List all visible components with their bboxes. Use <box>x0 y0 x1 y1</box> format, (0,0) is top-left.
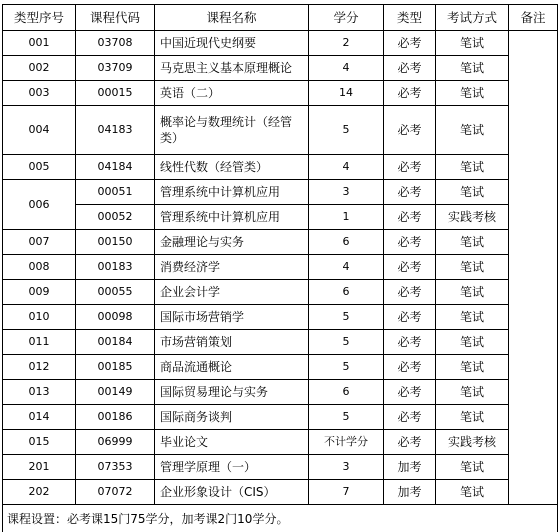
cell-exam: 笔试 <box>436 355 509 380</box>
cell-type: 必考 <box>384 280 436 305</box>
table-row <box>3 31 558 56</box>
cell-code: 00150 <box>76 230 155 255</box>
cell-seq: 202 <box>3 480 76 505</box>
table-row <box>3 106 558 155</box>
cell-credit: 6 <box>309 280 384 305</box>
cell-seq: 009 <box>3 280 76 305</box>
cell-credit: 4 <box>309 56 384 81</box>
cell-exam: 笔试 <box>436 180 509 205</box>
table-row <box>3 330 558 355</box>
cell-type: 必考 <box>384 305 436 330</box>
cell-credit: 6 <box>309 230 384 255</box>
cell-exam: 笔试 <box>436 31 509 56</box>
cell-name: 线性代数（经管类） <box>155 155 309 180</box>
cell-name: 马克思主义基本原理概论 <box>155 56 309 81</box>
table-row <box>3 81 558 106</box>
cell-exam: 笔试 <box>436 255 509 280</box>
cell-name: 国际贸易理论与实务 <box>155 380 309 405</box>
cell-seq: 008 <box>3 255 76 280</box>
cell-code: 00055 <box>76 280 155 305</box>
cell-exam: 笔试 <box>436 155 509 180</box>
cell-name: 企业形象设计（CIS） <box>155 480 309 505</box>
cell-seq: 015 <box>3 430 76 455</box>
table-footer-row <box>3 505 558 532</box>
cell-code: 03708 <box>76 31 155 56</box>
table-row <box>3 180 558 205</box>
cell-name: 商品流通概论 <box>155 355 309 380</box>
cell-code: 00051 <box>76 180 155 205</box>
cell-seq: 003 <box>3 81 76 106</box>
cell-credit: 3 <box>309 455 384 480</box>
cell-name: 中国近现代史纲要 <box>155 31 309 56</box>
cell-type: 必考 <box>384 155 436 180</box>
cell-code: 00184 <box>76 330 155 355</box>
cell-credit: 5 <box>309 355 384 380</box>
cell-credit: 5 <box>309 405 384 430</box>
cell-type: 加考 <box>384 480 436 505</box>
cell-type: 必考 <box>384 330 436 355</box>
cell-exam: 笔试 <box>436 280 509 305</box>
table-row <box>3 355 558 380</box>
header-name: 课程名称 <box>155 5 309 31</box>
cell-exam: 笔试 <box>436 56 509 81</box>
table-row <box>3 155 558 180</box>
cell-seq: 010 <box>3 305 76 330</box>
cell-seq: 013 <box>3 380 76 405</box>
cell-type: 必考 <box>384 355 436 380</box>
table-row <box>3 455 558 480</box>
cell-type: 必考 <box>384 430 436 455</box>
cell-seq: 005 <box>3 155 76 180</box>
cell-seq: 014 <box>3 405 76 430</box>
cell-credit: 2 <box>309 31 384 56</box>
cell-name: 英语（二） <box>155 81 309 106</box>
cell-credit: 3 <box>309 180 384 205</box>
table-row <box>3 255 558 280</box>
cell-exam: 笔试 <box>436 455 509 480</box>
cell-name: 管理学原理（一） <box>155 455 309 480</box>
curriculum-table <box>2 4 558 532</box>
cell-credit: 6 <box>309 380 384 405</box>
table-row <box>3 380 558 405</box>
cell-type: 必考 <box>384 56 436 81</box>
cell-name: 金融理论与实务 <box>155 230 309 255</box>
cell-name: 管理系统中计算机应用 <box>155 205 309 230</box>
cell-seq: 001 <box>3 31 76 56</box>
cell-code: 00183 <box>76 255 155 280</box>
cell-credit: 5 <box>309 305 384 330</box>
header-credit: 学分 <box>309 5 384 31</box>
cell-credit: 7 <box>309 480 384 505</box>
cell-seq: 007 <box>3 230 76 255</box>
cell-note <box>509 31 558 505</box>
cell-code: 03709 <box>76 56 155 81</box>
table-header-row <box>3 5 558 31</box>
cell-seq: 201 <box>3 455 76 480</box>
cell-credit: 14 <box>309 81 384 106</box>
cell-type: 必考 <box>384 81 436 106</box>
cell-code: 00015 <box>76 81 155 106</box>
cell-code: 00185 <box>76 355 155 380</box>
cell-exam: 笔试 <box>436 81 509 106</box>
cell-credit: 4 <box>309 255 384 280</box>
cell-name: 企业会计学 <box>155 280 309 305</box>
cell-code: 00186 <box>76 405 155 430</box>
cell-type: 必考 <box>384 180 436 205</box>
cell-exam: 实践考核 <box>436 430 509 455</box>
cell-code: 07353 <box>76 455 155 480</box>
cell-seq: 012 <box>3 355 76 380</box>
table-row <box>3 430 558 455</box>
cell-code: 00149 <box>76 380 155 405</box>
cell-type: 必考 <box>384 255 436 280</box>
header-type: 类型 <box>384 5 436 31</box>
cell-exam: 笔试 <box>436 480 509 505</box>
cell-exam: 笔试 <box>436 106 509 155</box>
table-row <box>3 480 558 505</box>
cell-name: 毕业论文 <box>155 430 309 455</box>
cell-credit: 5 <box>309 330 384 355</box>
cell-code: 00098 <box>76 305 155 330</box>
cell-name: 国际市场营销学 <box>155 305 309 330</box>
cell-exam: 笔试 <box>436 405 509 430</box>
cell-name: 管理系统中计算机应用 <box>155 180 309 205</box>
cell-type: 必考 <box>384 205 436 230</box>
cell-credit: 不计学分 <box>309 430 384 455</box>
cell-exam: 笔试 <box>436 380 509 405</box>
cell-type: 必考 <box>384 230 436 255</box>
cell-credit: 5 <box>309 106 384 155</box>
cell-type: 必考 <box>384 31 436 56</box>
cell-exam: 笔试 <box>436 305 509 330</box>
header-exam: 考试方式 <box>436 5 509 31</box>
course-summary-note: 课程设置：必考课15门75学分，加考课2门10学分。 <box>3 505 558 532</box>
cell-credit: 1 <box>309 205 384 230</box>
header-seq: 类型序号 <box>3 5 76 31</box>
cell-code: 06999 <box>76 430 155 455</box>
cell-credit: 4 <box>309 155 384 180</box>
table-row <box>3 305 558 330</box>
cell-seq: 011 <box>3 330 76 355</box>
cell-type: 必考 <box>384 405 436 430</box>
cell-type: 加考 <box>384 455 436 480</box>
table-row <box>3 205 558 230</box>
cell-exam: 笔试 <box>436 330 509 355</box>
cell-exam: 笔试 <box>436 230 509 255</box>
cell-name: 国际商务谈判 <box>155 405 309 430</box>
cell-code: 04184 <box>76 155 155 180</box>
cell-seq: 004 <box>3 106 76 155</box>
cell-seq: 002 <box>3 56 76 81</box>
cell-type: 必考 <box>384 106 436 155</box>
cell-name: 消费经济学 <box>155 255 309 280</box>
table-row <box>3 405 558 430</box>
header-code: 课程代码 <box>76 5 155 31</box>
cell-name: 市场营销策划 <box>155 330 309 355</box>
cell-code: 04183 <box>76 106 155 155</box>
cell-seq: 006 <box>3 180 76 230</box>
cell-exam: 实践考核 <box>436 205 509 230</box>
table-row <box>3 56 558 81</box>
table-row <box>3 230 558 255</box>
table-row <box>3 280 558 305</box>
cell-name: 概率论与数理统计（经管类） <box>155 106 309 155</box>
cell-code: 00052 <box>76 205 155 230</box>
header-note: 备注 <box>509 5 558 31</box>
cell-type: 必考 <box>384 380 436 405</box>
cell-code: 07072 <box>76 480 155 505</box>
